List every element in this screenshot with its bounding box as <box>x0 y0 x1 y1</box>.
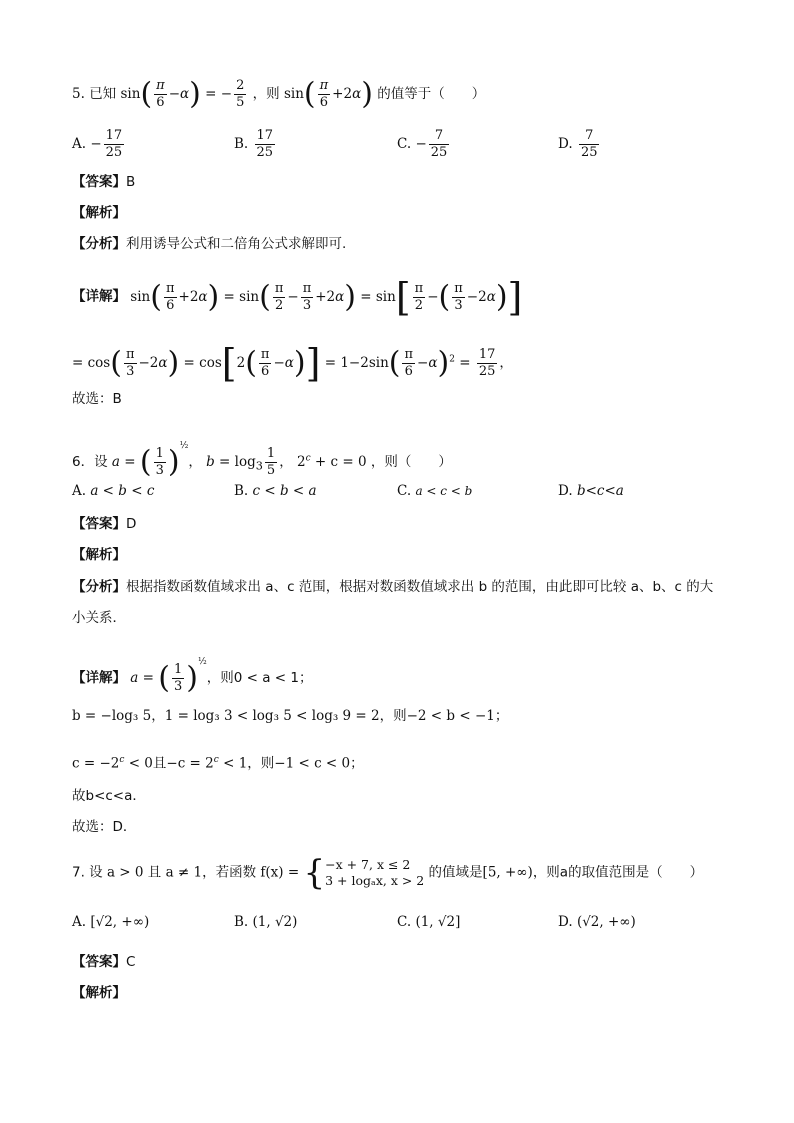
answer-value: B <box>126 174 136 190</box>
q7-option-d <box>558 914 636 930</box>
q5-option-a <box>72 128 126 161</box>
q6-sep: ， <box>188 454 202 470</box>
option-denominator: 25 <box>105 145 123 160</box>
option-text: (1, √2] <box>415 914 461 930</box>
option-text: b<c<a <box>576 483 624 499</box>
q5-option-c <box>397 128 451 161</box>
q6-c-exp: c <box>305 453 311 464</box>
q6-c-base: 2 <box>297 454 306 470</box>
option-numerator: 7 <box>429 128 450 145</box>
q5-target-expression: sin( $\frac{\pi}{6}$ +2α) <box>283 76 373 112</box>
answer-tag: 【答案】 <box>72 516 126 532</box>
q5-given-equation: sin( $\frac{\pi}{6}$ −α) = − $\frac{2}{5}$ <box>120 76 245 112</box>
fenxi-tag: 【分析】 <box>72 236 126 252</box>
option-letter: A. <box>72 914 87 930</box>
q6-fenxi <box>72 577 713 597</box>
q7-number: 7. 设 <box>72 864 103 881</box>
option-numerator: 17 <box>256 128 274 143</box>
option-numerator: 17 <box>105 128 123 143</box>
q5-answer <box>72 172 135 192</box>
answer-value: C <box>126 954 136 970</box>
q6-conclusion <box>72 786 146 806</box>
q6-xiangjie-line1 <box>72 652 312 695</box>
q7-condition: a > 0 且 a ≠ 1，若函数 <box>106 864 257 881</box>
q5-option-d <box>558 128 601 161</box>
q6-fenxi-cont <box>72 608 126 628</box>
q6-xiangjie-line2 <box>72 706 508 726</box>
choose-text: 故选：B <box>72 391 122 407</box>
q7-option-a <box>72 914 149 930</box>
option-letter: D. <box>558 483 573 499</box>
formula: a = ( $\frac{1}{3}$ )$^{\frac{1}{2}}$ <box>130 657 207 696</box>
option-letter: A. <box>72 136 87 152</box>
q5-xiangjie-line2 <box>72 341 513 385</box>
fenxi-tag: 【分析】 <box>72 579 126 595</box>
q5-stem-suffix: 的值等于（ ） <box>377 86 486 102</box>
option-numerator: 7 <box>579 128 600 145</box>
answer-value: D <box>126 516 137 532</box>
option-text: a < c < b <box>415 484 473 498</box>
option-denominator: 25 <box>580 145 598 160</box>
option-letter: D. <box>558 914 573 930</box>
answer-tag: 【答案】 <box>72 954 126 970</box>
q6-choose <box>72 817 136 837</box>
option-letter: C. <box>397 914 412 930</box>
fenxi-text: 利用诱导公式和二倍角公式求解即可. <box>126 236 347 252</box>
option-letter: B. <box>234 136 249 152</box>
formula: < 0且−c = 2 <box>124 755 214 772</box>
q6-option-d <box>558 483 624 499</box>
analysis-tag: 【解析】 <box>72 985 126 1001</box>
option-denominator: 25 <box>256 145 274 160</box>
option-text: a < b < c <box>90 483 155 499</box>
option-letter: B. <box>234 914 249 930</box>
fenxi-text: 根据指数函数值域求出 a、c 范围，根据对数函数值域求出 b 的范围，由此即可比较 a、b、c 的大 <box>126 579 714 595</box>
q6-option-c <box>397 483 472 499</box>
analysis-tag: 【解析】 <box>72 205 126 221</box>
q7-range: [5, +∞) <box>482 864 533 881</box>
analysis-tag: 【解析】 <box>72 547 126 563</box>
q6-b-definition: $b = \log_3$ $\frac{1}{5}$ <box>206 446 276 478</box>
option-sign: − <box>415 136 427 152</box>
option-denominator: 25 <box>430 145 448 160</box>
formula: = cos( $\frac{\pi}{3}$ −2α) = cos[2( $\frac{\pi}{6}$ −α)] = 1−2sin( $\frac{\pi}{6}$ −α)$^2$ = $\frac{17}{25}$ ， <box>72 341 513 385</box>
q7-option-b <box>234 914 297 930</box>
choose-text: 故选：D． <box>72 819 137 835</box>
q6-option-b <box>234 483 317 499</box>
fenxi-text: 小关系． <box>72 610 126 626</box>
conclusion-text: 故b<c<a． <box>72 788 146 804</box>
option-letter: C. <box>397 136 412 152</box>
q5-option-b <box>234 128 277 161</box>
q7-analysis-heading <box>72 983 126 1003</box>
formula: c = −2 <box>72 755 120 772</box>
q7-range-text: 的值域是 <box>428 864 483 881</box>
q5-stem-prefix: 已知 <box>89 86 117 102</box>
q7-option-c <box>397 914 460 930</box>
q7-stem-suffix: ，则a的取值范围是（ ） <box>532 864 704 881</box>
q5-choose <box>72 389 122 409</box>
option-letter: D. <box>558 136 573 152</box>
option-text: (√2, +∞) <box>576 914 636 930</box>
option-letter: A. <box>72 483 87 499</box>
answer-tag: 【答案】 <box>72 174 126 190</box>
option-text: c < b < a <box>252 483 317 499</box>
xiangjie-tag: 【详解】 <box>72 670 126 686</box>
option-letter: C. <box>397 483 412 499</box>
q5-fenxi <box>72 234 346 254</box>
q6-xiangjie-line3: $c = -2^c < 0$且$-c = 2^c < 1$，则−1 < c < 0； <box>72 755 364 772</box>
option-letter: B. <box>234 483 249 499</box>
q5-number: 5. <box>72 86 85 102</box>
q6-option-a <box>72 483 154 499</box>
q7-piecewise: { −x + 7, x ≤ 2 3 + logₐx, x > 2 <box>303 853 425 893</box>
formula: sin( $\frac{\pi}{6}$ +2α) = sin( $\frac{\pi}{2}$ − $\frac{\pi}{3}$ +2α) = sin[ $\frac{\pi}{2}$ −( $\frac{\pi}{3}$ −2α)] <box>130 275 523 319</box>
q6-stem <box>72 436 452 479</box>
piece-2: 3 + logₐx, x > 2 <box>325 873 425 888</box>
q5-stem <box>72 78 485 111</box>
q6-c-rest: + c = 0 <box>310 454 367 470</box>
option-text: [√2, +∞) <box>90 914 150 930</box>
formula: < 1，则−1 < c < 0； <box>218 755 364 772</box>
q5-stem-mid: ，则 <box>252 86 280 102</box>
option-text: (1, √2) <box>252 914 298 930</box>
q6-answer <box>72 514 136 534</box>
q6-number: 6．设 <box>72 454 108 470</box>
xiangjie-tag: 【详解】 <box>72 288 126 305</box>
q5-analysis-heading <box>72 203 126 223</box>
option-sign: − <box>90 136 102 152</box>
q6-analysis-heading <box>72 545 126 565</box>
q6-sep: ， <box>279 454 293 470</box>
q6-stem-suffix: ，则（ ） <box>370 454 452 470</box>
q6-a-definition: a = ( $\frac{1}{3}$ )$^{\frac{1}{2}}$ <box>111 441 189 480</box>
formula: b = −log₃ 5，1 = log₃ 3 < log₃ 5 < log₃ 9 = 2，则−2 < b < −1； <box>72 708 509 724</box>
q7-function-name: f(x) = <box>260 864 300 881</box>
q7-answer <box>72 952 135 972</box>
piece-1: −x + 7, x ≤ 2 <box>325 857 411 872</box>
formula-tail: ，则0 < a < 1； <box>206 670 313 686</box>
q7-stem <box>72 853 704 893</box>
q5-xiangjie-line1 <box>72 275 523 319</box>
